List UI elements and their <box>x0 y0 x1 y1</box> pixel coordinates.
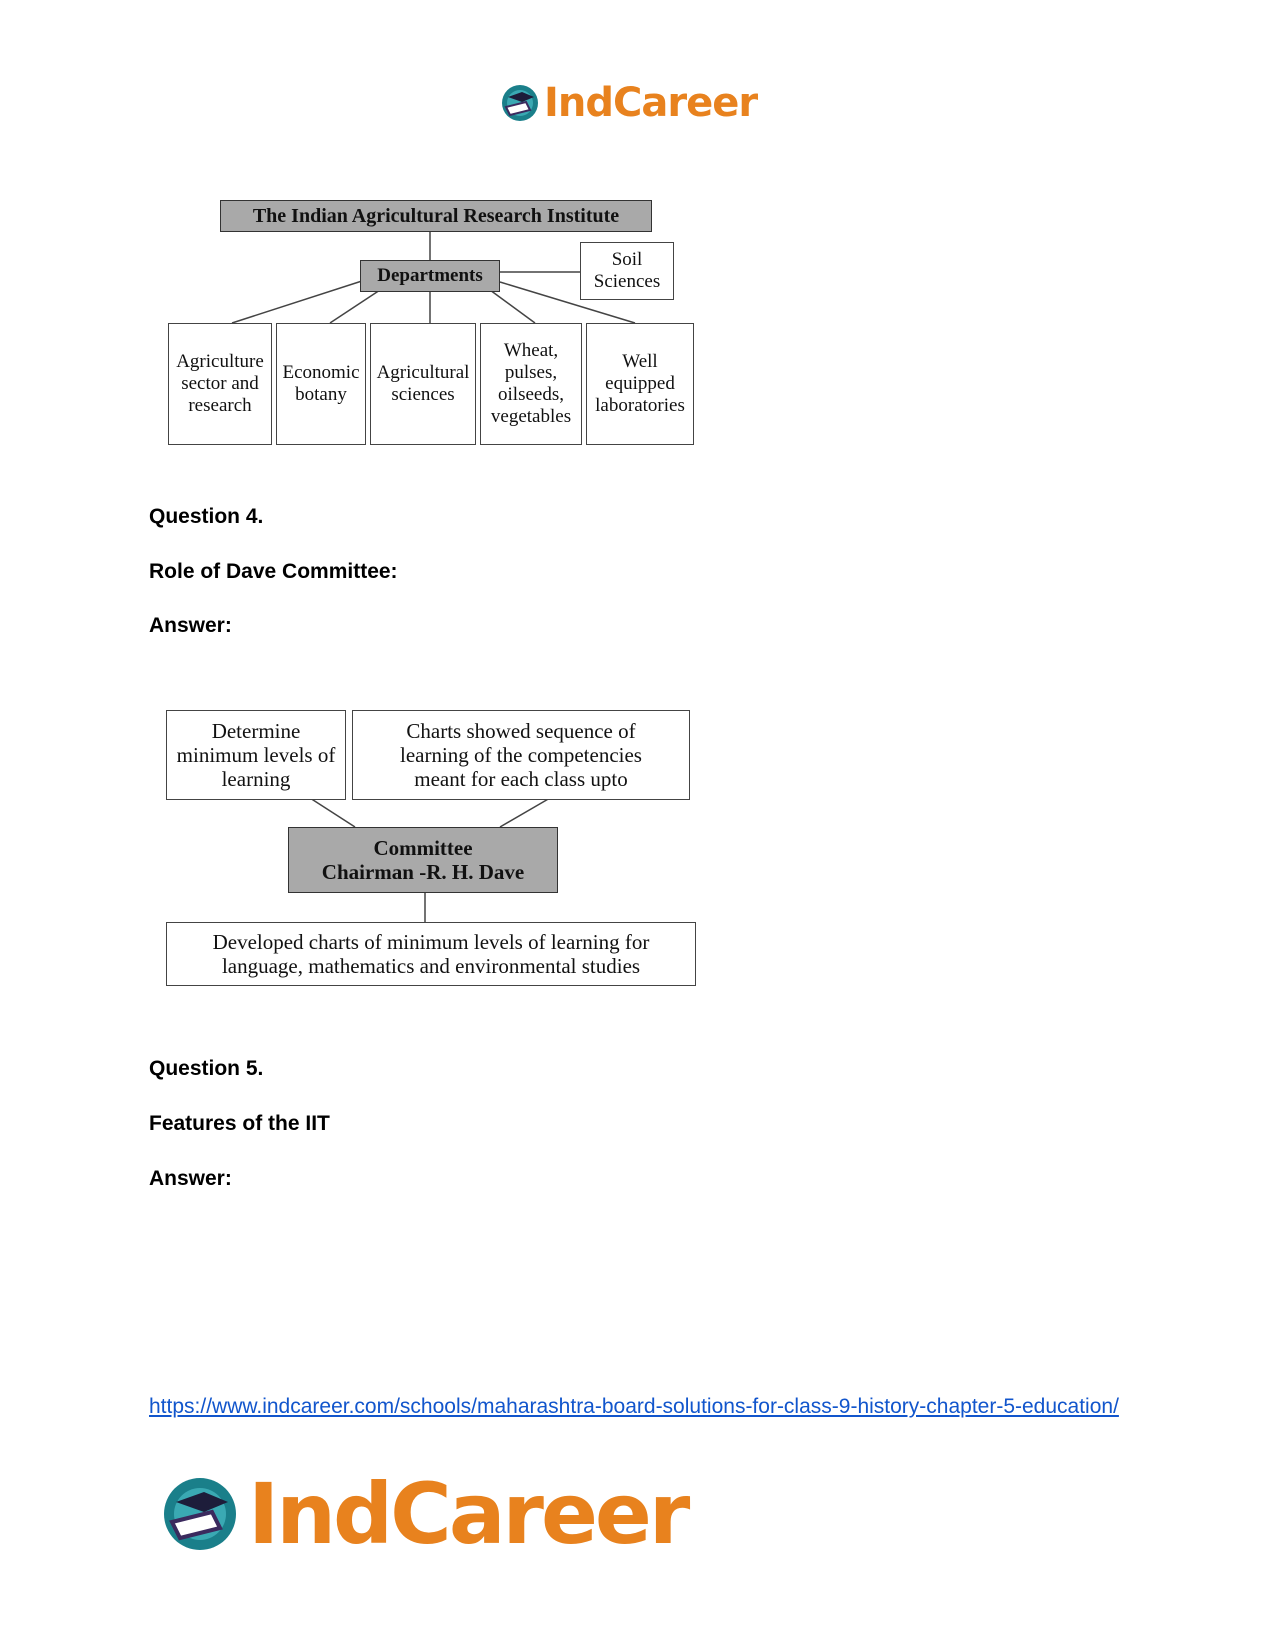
source-url-link[interactable]: https://www.indcareer.com/schools/maharashtra-board-solutions-for-class-9-history-chapter-5-education/ <box>149 1395 1119 1418</box>
header-logo <box>500 80 757 126</box>
committee-label: Committee <box>373 835 473 860</box>
leaf-box-wheat-pulses: Wheat, pulses, oilseeds, vegetables <box>480 323 582 445</box>
footer-logo <box>160 1465 687 1563</box>
question-4-answer-label: Answer: <box>149 614 232 637</box>
developed-charts-box: Developed charts of minimum levels of learning for language, mathematics and environmental studies <box>166 922 696 986</box>
leaf-box-laboratories: Well equipped laboratories <box>586 323 694 445</box>
question-4-label: Question 4. <box>149 505 264 528</box>
question-5-label: Question 5. <box>149 1057 264 1080</box>
institute-title-box: The Indian Agricultural Research Institute <box>220 200 652 232</box>
graduation-book-icon <box>160 1474 240 1554</box>
charts-sequence-box: Charts showed sequence of learning of the competencies meant for each class upto <box>352 710 690 800</box>
logo-text: IndCareer <box>544 80 758 126</box>
determine-levels-box: Determine minimum levels of learning <box>166 710 346 800</box>
graduation-book-icon <box>500 83 540 123</box>
question-5-answer-label: Answer: <box>149 1167 232 1190</box>
leaf-box-agricultural-sciences: Agricultural sciences <box>370 323 476 445</box>
soil-sciences-box: Soil Sciences <box>580 242 674 300</box>
departments-box: Departments <box>360 260 500 292</box>
iari-diagram <box>160 190 700 450</box>
chairman-label: Chairman -R. H. Dave <box>321 860 525 884</box>
committee-chairman-box <box>288 827 558 893</box>
leaf-box-economic-botany: Economic botany <box>276 323 366 445</box>
logo-text: IndCareer <box>248 1465 688 1563</box>
question-4-title: Role of Dave Committee: <box>149 560 398 583</box>
dave-committee-diagram <box>160 700 700 1000</box>
question-5-title: Features of the IIT <box>149 1112 330 1135</box>
leaf-box-agriculture: Agriculture sector and research <box>168 323 272 445</box>
